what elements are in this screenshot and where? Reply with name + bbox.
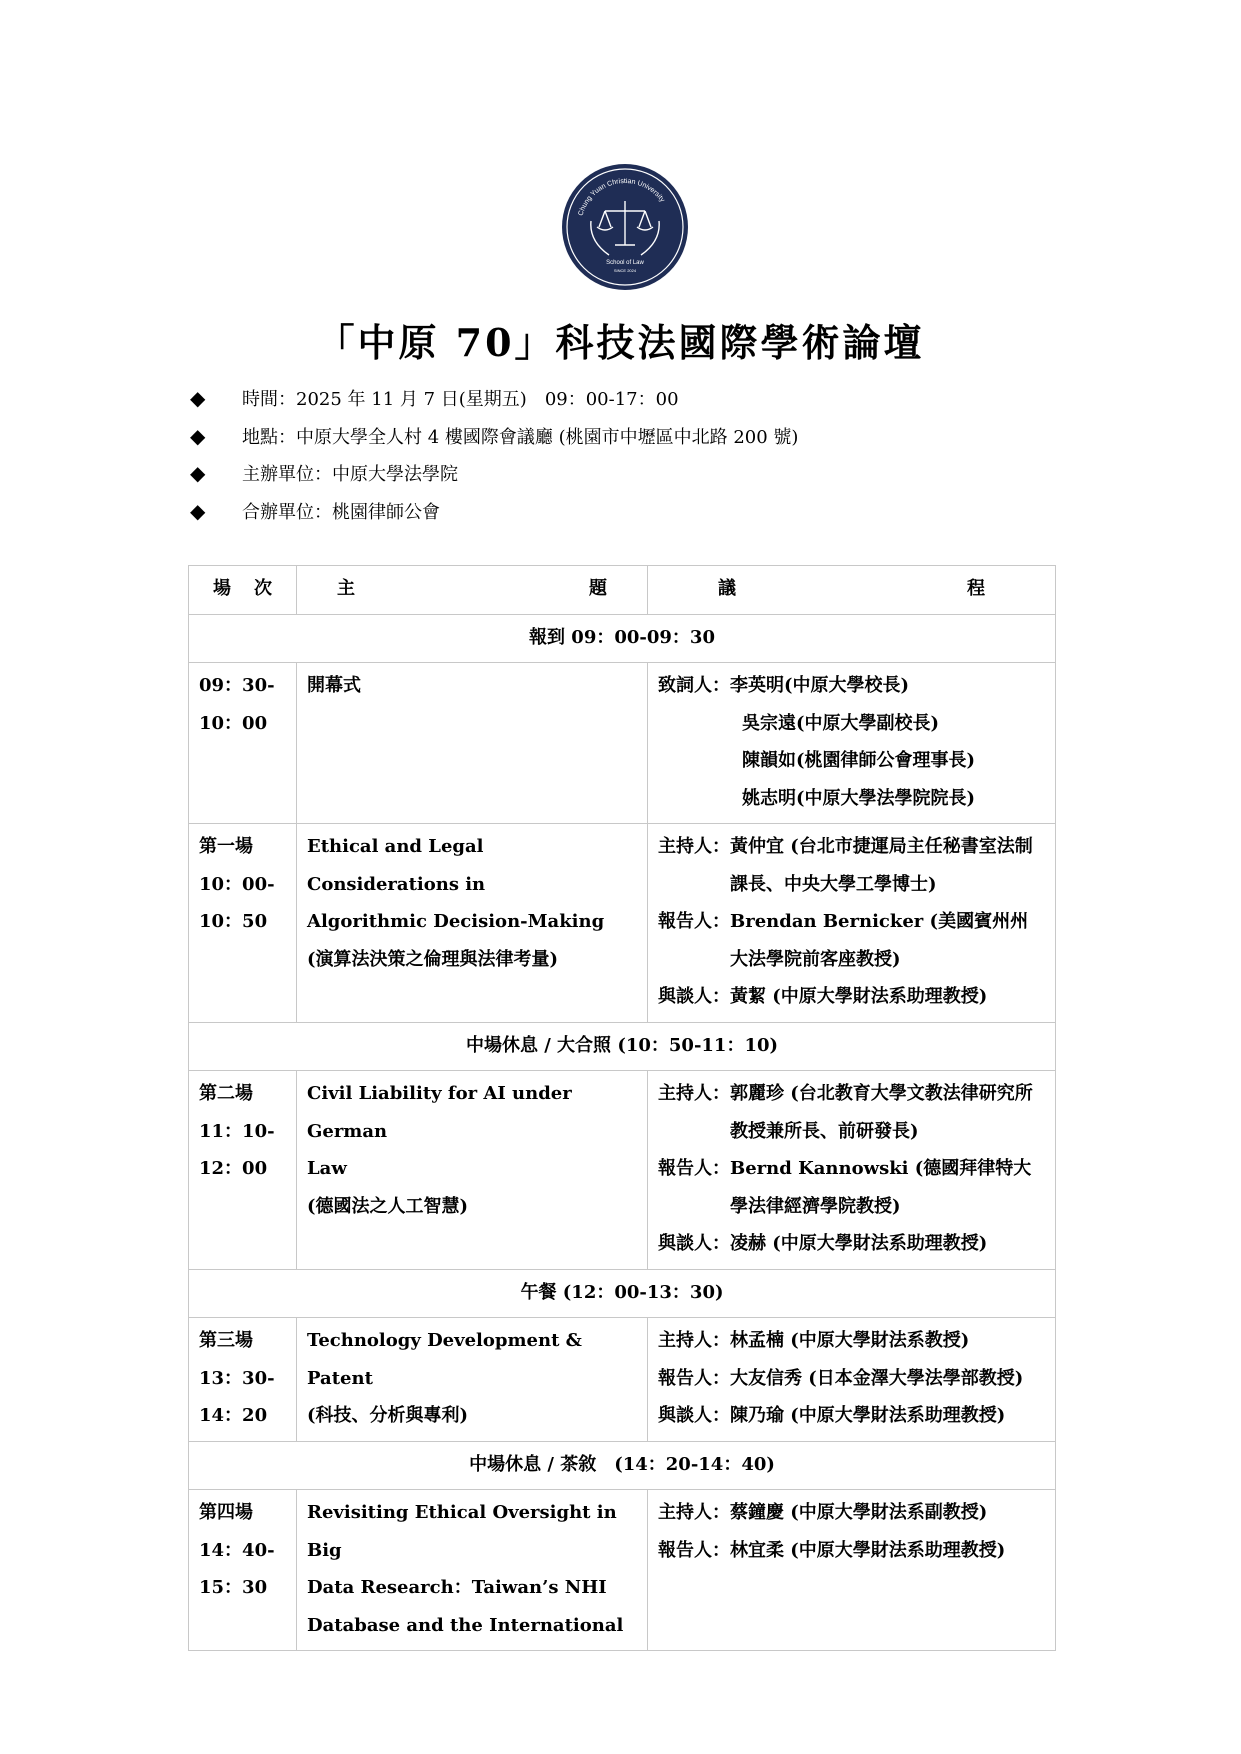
registration-text: 報到 09：00-09：30	[189, 614, 1056, 663]
session2-topic: Civil Liability for AI under German Law (德國法之人工智慧)	[297, 1071, 648, 1270]
session3-row	[189, 1318, 1056, 1442]
header-session: 場 次	[189, 566, 297, 615]
break1-row	[189, 1022, 1056, 1071]
header-agenda: 議 程	[648, 566, 1056, 615]
info-time	[190, 380, 798, 418]
page-title: 「中原 70」科技法國際學術論壇	[316, 320, 925, 365]
diamond-bullet-icon: ◆	[190, 386, 206, 410]
opening-row	[189, 663, 1056, 824]
info-venue	[190, 418, 798, 456]
session1-row	[189, 824, 1056, 1023]
info-organizer	[190, 455, 798, 493]
session3-agenda: 主持人： 林孟楠 (中原大學財法系教授) 報告人： 大友信秀 (日本金澤大學法學部教授) 與談人： 陳乃瑜 (中原大學財法系助理教授)	[648, 1318, 1056, 1442]
break2-text: 中場休息 / 茶敘 (14：20-14：40)	[189, 1441, 1056, 1490]
event-info-list	[190, 380, 798, 530]
session4-topic: Revisiting Ethical Oversight in Big Data Research：Taiwan’s NHI Database and the International	[297, 1490, 648, 1651]
session1-agenda: 主持人： 黃仲宜 (台北市捷運局主任秘書室法制課長、中央大學工學博士) 報告人： Brendan Bernicker (美國賓州州大法學院前客座教授) 與談人： 黃絜 (中原大學財法系助理教授)	[648, 824, 1056, 1023]
session1-time: 第一場 10：00- 10：50	[189, 824, 297, 1023]
session4-row	[189, 1490, 1056, 1651]
info-co-organizer-text: 合辦單位：桃園律師公會	[242, 501, 440, 523]
session1-topic: Ethical and Legal Considerations in Algorithmic Decision-Making (演算法決策之倫理與法律考量)	[297, 824, 648, 1023]
info-time-text: 時間：2025 年 11 月 7 日(星期五) 09：00-17：00	[242, 389, 679, 410]
logo-since: SINCE 2024	[613, 268, 637, 273]
diamond-bullet-icon: ◆	[190, 461, 206, 485]
info-venue-text: 地點：中原大學全人村 4 樓國際會議廳 (桃園市中壢區中北路 200 號)	[242, 426, 799, 448]
header-topic: 主 題	[297, 566, 648, 615]
diamond-bullet-icon: ◆	[190, 498, 206, 523]
logo-text-bottom: School of Law	[606, 260, 644, 266]
session3-topic: Technology Development & Patent (科技、分析與專利)	[297, 1318, 648, 1442]
session2-row	[189, 1071, 1056, 1270]
session3-time: 第三場 13：30- 14：20	[189, 1318, 297, 1442]
info-organizer-text: 主辦單位：中原大學法學院	[242, 464, 458, 485]
schedule-table	[188, 565, 1056, 1651]
session4-agenda: 主持人： 蔡鐘慶 (中原大學財法系副教授) 報告人： 林宜柔 (中原大學財法系助理教授)	[648, 1490, 1056, 1651]
break1-text: 中場休息 / 大合照 (10：50-11：10)	[189, 1022, 1056, 1071]
opening-time: 09：30- 10：00	[189, 663, 297, 824]
session2-time: 第二場 11：10- 12：00	[189, 1071, 297, 1270]
registration-row	[189, 614, 1056, 663]
session2-agenda: 主持人： 郭麗珍 (台北教育大學文教法律研究所教授兼所長、前研發長) 報告人： Bernd Kannowski (德國拜律特大學法律經濟學院教授) 與談人： 凌赫 (中原大學財法系助理教授)	[648, 1071, 1056, 1270]
session4-time: 第四場 14：40- 15：30	[189, 1490, 297, 1651]
school-of-law-logo	[561, 163, 689, 291]
diamond-bullet-icon: ◆	[190, 423, 206, 448]
opening-agenda: 致詞人： 李英明(中原大學校長) 吳宗遠(中原大學副校長) 陳韻如(桃園律師公會理事長) 姚志明(中原大學法學院院長)	[648, 663, 1056, 824]
logo-text-top: Chung Yuan Christian University	[577, 177, 666, 217]
lunch-row	[189, 1269, 1056, 1318]
table-header-row	[189, 566, 1056, 615]
lunch-text: 午餐 (12：00-13：30)	[189, 1269, 1056, 1318]
info-co-organizer	[190, 493, 798, 531]
break2-row	[189, 1441, 1056, 1490]
opening-topic: 開幕式	[297, 663, 648, 824]
